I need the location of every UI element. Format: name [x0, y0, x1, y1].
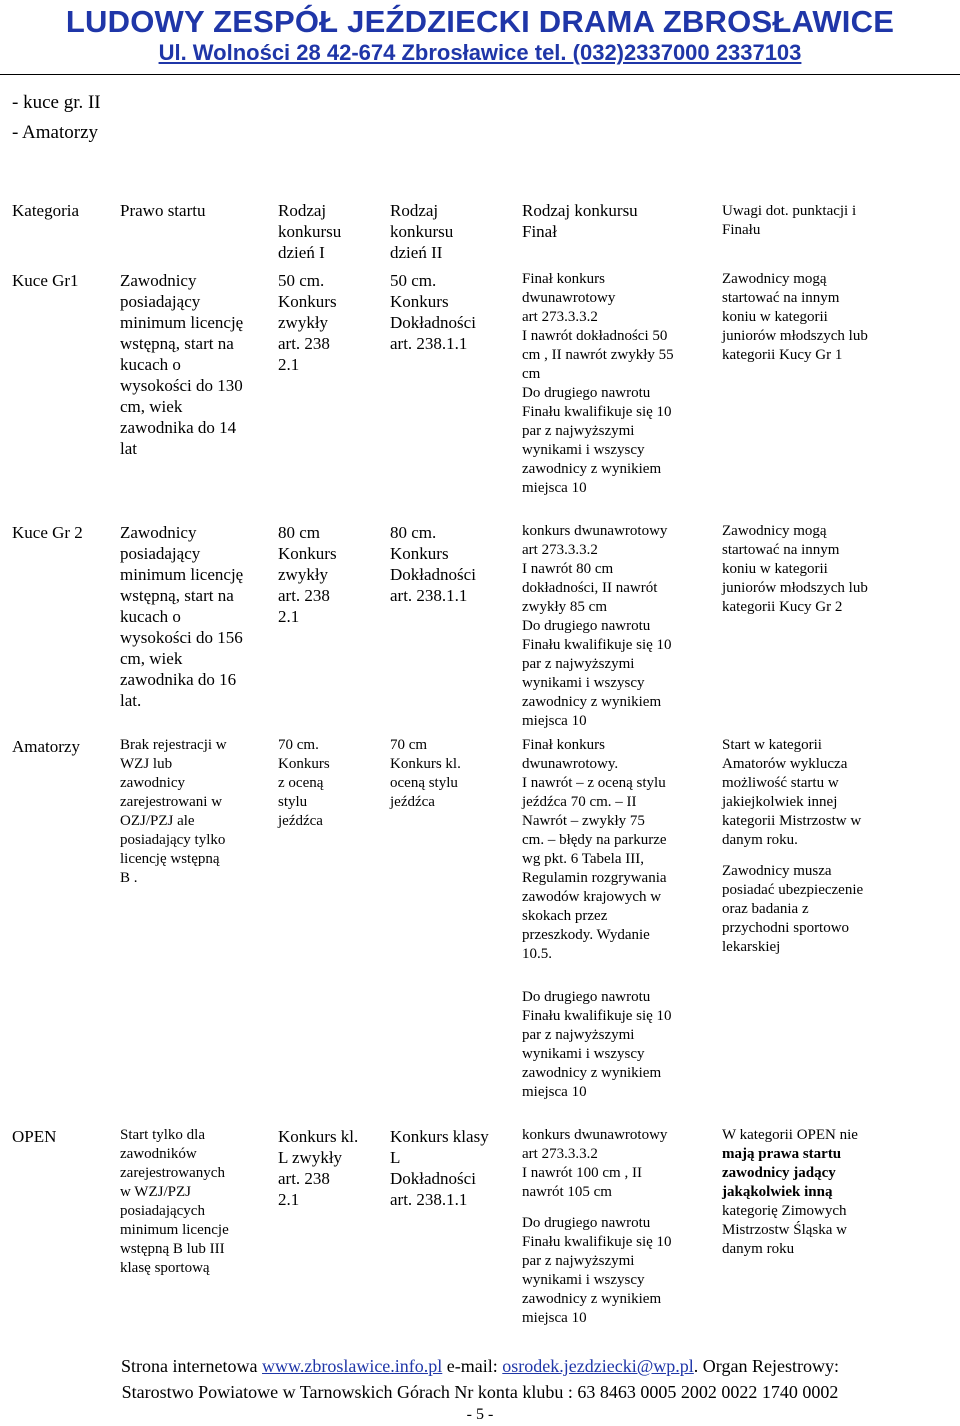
cell-line: kategorii Mistrzostw w	[722, 813, 862, 829]
cell-line: par z najwyższymi	[522, 1253, 635, 1269]
row2-kategoria: Kuce Gr 2	[12, 523, 83, 542]
cell-line: Finał konkurs	[522, 271, 605, 287]
cell-line: juniorów młodszych lub	[722, 580, 868, 596]
row1-kategoria: Kuce Gr1	[12, 271, 79, 290]
row2-dzien2	[390, 522, 476, 606]
cell-line: Konkurs kl.	[278, 1127, 359, 1146]
cell-line: dwunawrotowy	[522, 290, 616, 306]
cell-line: Nawrót – zwykły 75	[522, 813, 645, 829]
cell-line: koniu w kategorii	[722, 309, 828, 325]
intro-item: - kuce gr. II	[12, 92, 101, 113]
cell-line: lat	[120, 439, 137, 458]
cell-line: Konkurs	[278, 292, 337, 311]
cell-line: miejsca 10	[522, 480, 587, 496]
cell-line: zawodnicy z wynikiem	[522, 694, 662, 710]
cell-line: zawodnicy z wynikiem	[522, 461, 662, 477]
header-line: Rodzaj	[278, 201, 327, 220]
cell-line: posiadać ubezpieczenie	[722, 882, 864, 898]
cell-line: kucach o	[120, 607, 181, 626]
footer-website-label: Strona internetowa	[121, 1356, 258, 1376]
cell-line: licencję wstępną	[120, 851, 220, 867]
cell-line: Zawodnicy mogą	[722, 523, 827, 539]
cell-line: z oceną	[278, 775, 324, 791]
header-line: konkursu	[390, 222, 454, 241]
cell-line: jakiejkolwiek innej	[722, 794, 838, 810]
footer-email-link[interactable]: osrodek.jezdziecki@wp.pl	[502, 1356, 694, 1376]
cell-line: minimum licencję	[120, 565, 244, 584]
cell-line: zwykły	[278, 313, 329, 332]
cell-line: posiadający	[120, 292, 201, 311]
cell-line: art. 238.1.1	[390, 334, 468, 353]
cell-line: I nawrót 80 cm	[522, 561, 614, 577]
cell-line: Amatorów wyklucza	[722, 756, 848, 772]
row2-final	[522, 522, 672, 731]
col-header-uwagi	[722, 202, 856, 240]
cell-line: par z najwyższymi	[522, 1027, 635, 1043]
cell-line: startować na innym	[722, 542, 840, 558]
row1-uwagi	[722, 270, 868, 365]
row1-dzien2	[390, 270, 476, 354]
cell-line: cm	[522, 366, 541, 382]
cell-line: oraz badania z	[722, 901, 809, 917]
header-divider	[0, 74, 960, 75]
cell-line: przychodni sportowo	[722, 920, 850, 936]
cell-line: Zawodnicy	[120, 271, 197, 290]
cell-line: Konkurs	[390, 292, 449, 311]
cell-line: wynikami i wszyscy	[522, 1272, 645, 1288]
cell-line: 2.1	[278, 1190, 300, 1209]
row4-uwagi	[722, 1126, 858, 1259]
cell-line: oceną stylu	[390, 775, 458, 791]
col-header-dzien1	[278, 200, 341, 263]
cell-line: Do drugiego nawrotu	[522, 618, 651, 634]
cell-line: Zawodnicy	[120, 523, 197, 542]
cell-line: miejsca 10	[522, 1310, 587, 1326]
cell-line: danym roku.	[722, 832, 798, 848]
cell-line: WZJ lub	[120, 756, 173, 772]
cell-line: dokładności, II nawrót	[522, 580, 658, 596]
header-line: Rodzaj konkursu	[522, 201, 638, 220]
cell-line: Finału kwalifikuje się 10	[522, 404, 672, 420]
footer-website-link[interactable]: www.zbroslawice.info.pl	[262, 1356, 443, 1376]
header-line: Finału	[722, 222, 761, 238]
cell-line: jeźdźca 70 cm. – II	[522, 794, 637, 810]
cell-line: I nawrót dokładności 50	[522, 328, 668, 344]
row3-prawo	[120, 736, 227, 888]
cell-line: kategorii Kucy Gr 1	[722, 347, 843, 363]
cell-line: Konkurs	[390, 544, 449, 563]
cell-line: art 273.3.3.2	[522, 542, 598, 558]
row1-final	[522, 270, 674, 498]
cell-line: juniorów młodszych lub	[722, 328, 868, 344]
cell-line: wstępną B lub III	[120, 1241, 225, 1257]
cell-line: jeźdźca	[390, 794, 435, 810]
cell-line: posiadający tylko	[120, 832, 226, 848]
row2-dzien1	[278, 522, 337, 627]
cell-line: Start tylko dla	[120, 1127, 205, 1143]
cell-line: Zawodnicy musza	[722, 863, 832, 879]
cell-line: 2.1	[278, 355, 300, 374]
cell-line: koniu w kategorii	[722, 561, 828, 577]
row4-dzien2	[390, 1126, 489, 1210]
cell-line: zawodnicy z wynikiem	[522, 1065, 662, 1081]
cell-line: przeszkody. Wydanie	[522, 927, 650, 943]
cell-line: Dokładności	[390, 1169, 476, 1188]
row3-uwagi	[722, 736, 863, 957]
cell-line: wysokości do 156	[120, 628, 243, 647]
cell-line: cm , II nawrót zwykły 55	[522, 347, 674, 363]
row3-dzien1	[278, 736, 330, 831]
col-header-kategoria: Kategoria	[12, 201, 80, 220]
row4-final	[522, 1126, 672, 1328]
cell-line: 50 cm.	[278, 271, 325, 290]
cell-line: stylu	[278, 794, 308, 810]
cell-line: 80 cm.	[390, 523, 437, 542]
row1-prawo	[120, 270, 255, 459]
cell-line: klasę sportową	[120, 1260, 210, 1276]
cell-line: Konkurs klasy	[390, 1127, 489, 1146]
cell-line: kucach o	[120, 355, 181, 374]
cell-line: 80 cm	[278, 523, 321, 542]
cell-line: art. 238.1.1	[390, 1190, 468, 1209]
cell-line: zawodnika do 16	[120, 670, 237, 689]
cell-line: posiadających	[120, 1203, 205, 1219]
header-line: dzień I	[278, 243, 325, 262]
cell-line: par z najwyższymi	[522, 423, 635, 439]
cell-line: możliwość startu w	[722, 775, 839, 791]
cell-line: zawodów krajowych w	[522, 889, 662, 905]
cell-line: kategorię Zimowych	[722, 1203, 847, 1219]
cell-line: 2.1	[278, 607, 300, 626]
header-line: konkursu	[278, 222, 342, 241]
cell-line: w WZJ/PZJ	[120, 1184, 191, 1200]
cell-line: Do drugiego nawrotu	[522, 385, 651, 401]
intro-list	[12, 88, 101, 148]
cell-line: konkurs dwunawrotowy	[522, 523, 668, 539]
cell-line: Regulamin rozgrywania	[522, 870, 667, 886]
cell-line: konkurs dwunawrotowy	[522, 1127, 668, 1143]
cell-line: wstępną, start na	[120, 586, 234, 605]
cell-line: lat.	[120, 691, 142, 710]
footer-email-label: e-mail:	[446, 1356, 498, 1376]
footer-organ: . Organ Rejestrowy:	[693, 1356, 839, 1376]
cell-line: startować na innym	[722, 290, 840, 306]
club-address: Ul. Wolności 28 42-674 Zbrosławice tel. (032)2337000 2337103	[158, 40, 802, 65]
cell-line: Mistrzostw Śląska w	[722, 1222, 847, 1238]
cell-line: I nawrót – z oceną stylu	[522, 775, 666, 791]
row2-prawo	[120, 522, 255, 711]
footer-contact	[0, 1356, 960, 1377]
col-header-prawo: Prawo startu	[120, 201, 206, 220]
cell-line: art 273.3.3.2	[522, 309, 598, 325]
cell-line: Do drugiego nawrotu	[522, 1215, 651, 1231]
row2-uwagi	[722, 522, 868, 617]
cell-line: Finał konkurs	[522, 737, 605, 753]
header-line: Rodzaj	[390, 201, 439, 220]
club-title: LUDOWY ZESPÓŁ JEŹDZIECKI DRAMA ZBROSŁAWICE	[65, 4, 895, 39]
header-line: Finał	[522, 222, 557, 241]
cell-line: 70 cm.	[278, 737, 319, 753]
cell-line: Konkurs	[278, 756, 330, 772]
row4-prawo	[120, 1126, 229, 1278]
cell-line: wynikami i wszyscy	[522, 1046, 645, 1062]
cell-line: minimum licencję	[120, 313, 244, 332]
cell-line: art. 238	[278, 334, 330, 353]
cell-line: nawrót 105 cm	[522, 1184, 612, 1200]
cell-line: wysokości do 130	[120, 376, 243, 395]
cell-line: skokach przez	[522, 908, 608, 924]
cell-line: danym roku	[722, 1241, 795, 1257]
cell-line: 10.5.	[522, 946, 552, 962]
cell-line: jeźdźca	[278, 813, 323, 829]
cell-line: zawodnika do 14	[120, 418, 237, 437]
cell-line: par z najwyższymi	[522, 656, 635, 672]
cell-line: zawodnicy	[120, 775, 185, 791]
cell-line: jakąkolwiek inną	[722, 1184, 833, 1200]
intro-item: - Amatorzy	[12, 122, 99, 143]
cell-line: art. 238	[278, 1169, 330, 1188]
cell-line: L	[390, 1148, 401, 1167]
cell-line: Konkurs	[278, 544, 337, 563]
cell-line: 50 cm.	[390, 271, 437, 290]
cell-line: B .	[120, 870, 138, 886]
cell-line: OZJ/PZJ ale	[120, 813, 195, 829]
cell-line: zawodnicy z wynikiem	[522, 1291, 662, 1307]
cell-line: posiadający	[120, 544, 201, 563]
cell-line: miejsca 10	[522, 1084, 587, 1100]
cell-line: L zwykły	[278, 1148, 343, 1167]
cell-line: Zawodnicy mogą	[722, 271, 827, 287]
cell-line: cm. – błędy na parkurze	[522, 832, 667, 848]
cell-line: dwunawrotowy.	[522, 756, 619, 772]
header-line: Uwagi dot. punktacji i	[722, 203, 857, 219]
cell-line: wg pkt. 6 Tabela III,	[522, 851, 644, 867]
cell-line: I nawrót 100 cm , II	[522, 1165, 642, 1181]
cell-line: mają prawa startu	[722, 1146, 842, 1162]
row1-dzien1	[278, 270, 337, 375]
header-line: dzień II	[390, 243, 443, 262]
cell-line: Finału kwalifikuje się 10	[522, 1008, 672, 1024]
col-header-final	[522, 200, 638, 242]
cell-line: art. 238	[278, 586, 330, 605]
row3-final	[522, 736, 672, 1102]
cell-line: lekarskiej	[722, 939, 781, 955]
cell-line: miejsca 10	[522, 713, 587, 729]
footer-bank: Starostwo Powiatowe w Tarnowskich Górach Nr konta klubu : 63 8463 0005 2002 0022 1740 0002	[121, 1382, 839, 1402]
cell-line: Dokładności	[390, 313, 476, 332]
cell-line: kategorii Kucy Gr 2	[722, 599, 843, 615]
col-header-dzien2	[390, 200, 453, 263]
cell-line: wynikami i wszyscy	[522, 675, 645, 691]
cell-line: zarejestrowani w	[120, 794, 223, 810]
cell-line: Konkurs kl.	[390, 756, 461, 772]
row3-dzien2	[390, 736, 461, 812]
cell-line: wstępną, start na	[120, 334, 234, 353]
cell-line: art 273.3.3.2	[522, 1146, 598, 1162]
cell-line: Do drugiego nawrotu	[522, 989, 651, 1005]
cell-line: Finału kwalifikuje się 10	[522, 637, 672, 653]
cell-line: Dokładności	[390, 565, 476, 584]
cell-line: W kategorii OPEN nie	[722, 1127, 858, 1143]
cell-line: cm, wiek	[120, 649, 183, 668]
cell-line: minimum licencje	[120, 1222, 229, 1238]
cell-line: zawodnicy jadący	[722, 1165, 836, 1181]
cell-line: wynikami i wszyscy	[522, 442, 645, 458]
cell-line: Brak rejestracji w	[120, 737, 227, 753]
cell-line: zwykły	[278, 565, 329, 584]
cell-line: cm, wiek	[120, 397, 183, 416]
page-number: - 5 -	[466, 1406, 494, 1423]
cell-line: zawodników	[120, 1146, 197, 1162]
cell-line: zarejestrowanych	[120, 1165, 225, 1181]
cell-line: Start w kategorii	[722, 737, 822, 753]
cell-line: art. 238.1.1	[390, 586, 468, 605]
row4-kategoria: OPEN	[12, 1127, 57, 1146]
cell-line: 70 cm	[390, 737, 428, 753]
cell-line: Finału kwalifikuje się 10	[522, 1234, 672, 1250]
row3-kategoria: Amatorzy	[12, 737, 80, 756]
cell-line: zwykły 85 cm	[522, 599, 607, 615]
row4-dzien1	[278, 1126, 358, 1210]
